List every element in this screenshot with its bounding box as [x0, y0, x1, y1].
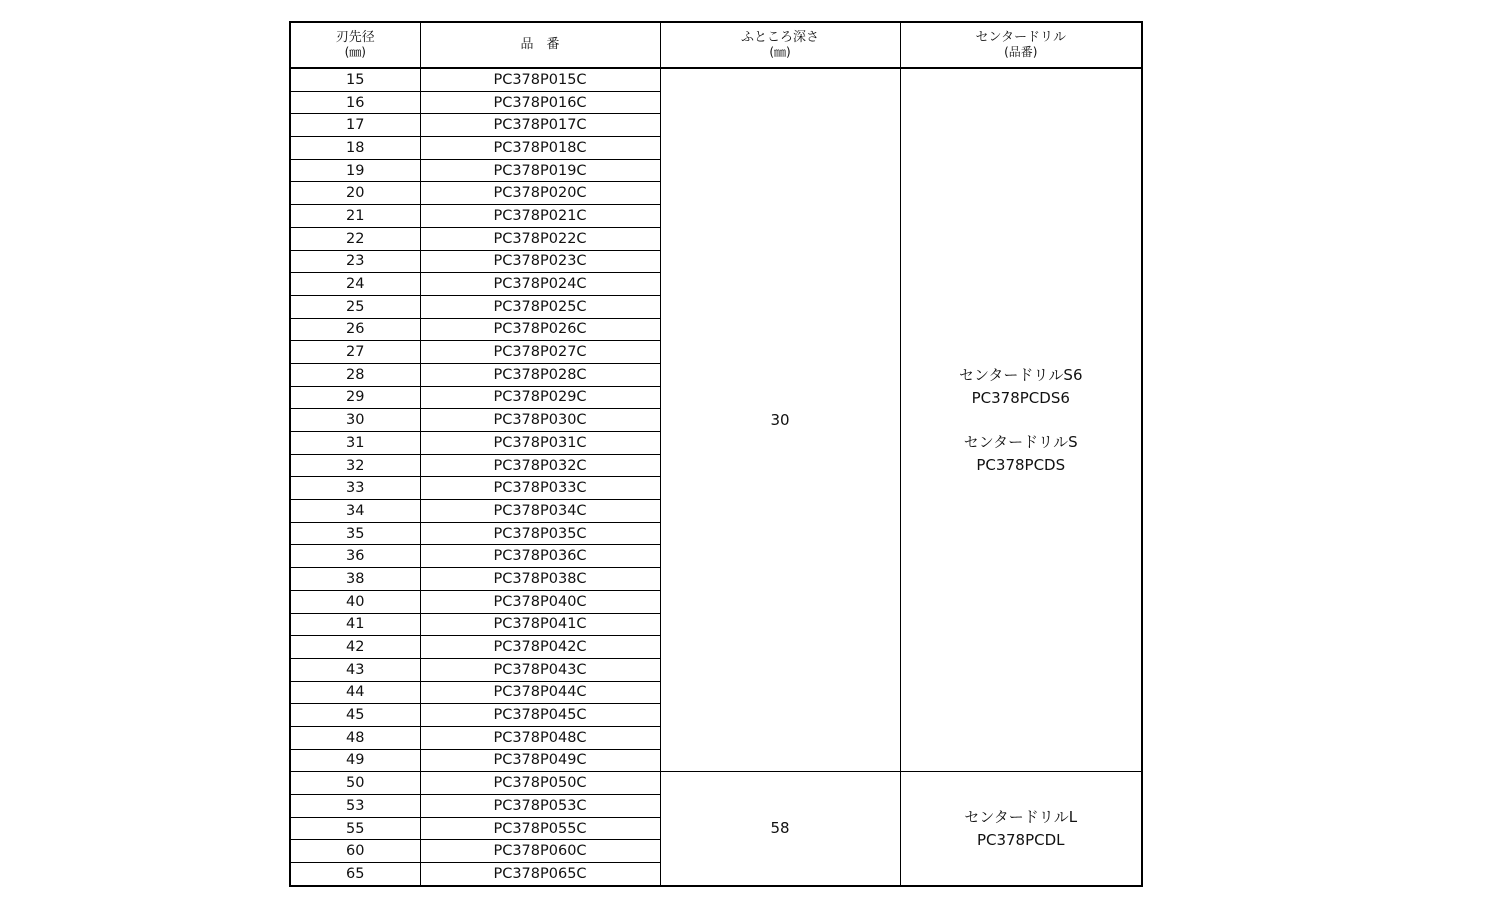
diameter-cell: 32: [290, 454, 420, 477]
part-number-cell: PC378P020C: [420, 182, 660, 205]
diameter-cell: 24: [290, 273, 420, 296]
part-number-cell: PC378P030C: [420, 409, 660, 432]
diameter-cell: 44: [290, 681, 420, 704]
header-center-drill-sub: (品番): [1004, 45, 1038, 59]
part-number-cell: PC378P036C: [420, 545, 660, 568]
part-number-cell: PC378P026C: [420, 318, 660, 341]
part-number-cell: PC378P033C: [420, 477, 660, 500]
part-number-cell: PC378P027C: [420, 341, 660, 364]
diameter-cell: 50: [290, 772, 420, 795]
diameter-cell: 16: [290, 91, 420, 114]
diameter-cell: 20: [290, 182, 420, 205]
diameter-cell: 45: [290, 704, 420, 727]
center-drill-name: センタードリルS: [963, 432, 1078, 451]
diameter-cell: 48: [290, 726, 420, 749]
diameter-cell: 17: [290, 114, 420, 137]
header-diameter-label: 刃先径: [335, 30, 375, 45]
part-number-cell: PC378P044C: [420, 681, 660, 704]
part-number-cell: PC378P060C: [420, 840, 660, 863]
center-drill-code: PC378PCDS6: [971, 388, 1070, 407]
part-number-cell: PC378P041C: [420, 613, 660, 636]
part-number-cell: PC378P028C: [420, 363, 660, 386]
center-drill-name: センタードリルL: [964, 807, 1078, 826]
part-number-cell: PC378P034C: [420, 500, 660, 523]
diameter-cell: 40: [290, 590, 420, 613]
diameter-cell: 65: [290, 863, 420, 886]
table-row: [290, 68, 1142, 91]
diameter-cell: 15: [290, 68, 420, 91]
part-number-cell: PC378P024C: [420, 273, 660, 296]
part-number-cell: PC378P022C: [420, 227, 660, 250]
header-part-number: [420, 22, 660, 68]
part-number-cell: PC378P023C: [420, 250, 660, 273]
part-number-cell: PC378P048C: [420, 726, 660, 749]
part-number-cell: PC378P035C: [420, 522, 660, 545]
part-number-cell: PC378P055C: [420, 817, 660, 840]
diameter-cell: 49: [290, 749, 420, 772]
depth-cell: 58: [660, 772, 900, 886]
diameter-cell: 60: [290, 840, 420, 863]
diameter-cell: 53: [290, 795, 420, 818]
diameter-cell: 21: [290, 205, 420, 228]
center-drill-cell: [900, 772, 1142, 886]
header-row: [290, 22, 1142, 68]
header-depth-unit: (㎜): [769, 45, 791, 59]
diameter-cell: 29: [290, 386, 420, 409]
diameter-cell: 33: [290, 477, 420, 500]
part-number-cell: PC378P016C: [420, 91, 660, 114]
part-number-cell: PC378P050C: [420, 772, 660, 795]
center-drill-cell: [900, 68, 1142, 772]
part-number-cell: PC378P038C: [420, 568, 660, 591]
diameter-cell: 35: [290, 522, 420, 545]
diameter-cell: 22: [290, 227, 420, 250]
diameter-cell: 42: [290, 636, 420, 659]
diameter-cell: 41: [290, 613, 420, 636]
table-body: [290, 68, 1142, 886]
depth-cell: 30: [660, 68, 900, 772]
part-number-cell: PC378P019C: [420, 159, 660, 182]
part-number-cell: PC378P043C: [420, 658, 660, 681]
part-number-cell: PC378P029C: [420, 386, 660, 409]
spacer: [901, 410, 1142, 431]
part-number-cell: PC378P025C: [420, 295, 660, 318]
part-number-cell: PC378P032C: [420, 454, 660, 477]
header-center-drill-label: センタードリル: [975, 30, 1066, 45]
center-drill-code: PC378PCDL: [976, 830, 1065, 849]
diameter-cell: 18: [290, 137, 420, 160]
diameter-cell: 36: [290, 545, 420, 568]
part-number-cell: PC378P015C: [420, 68, 660, 91]
diameter-cell: 43: [290, 658, 420, 681]
center-drill-code: PC378PCDS: [976, 455, 1066, 474]
diameter-cell: 23: [290, 250, 420, 273]
part-number-cell: PC378P018C: [420, 137, 660, 160]
diameter-cell: 27: [290, 341, 420, 364]
diameter-cell: 55: [290, 817, 420, 840]
diameter-cell: 31: [290, 432, 420, 455]
part-number-cell: PC378P040C: [420, 590, 660, 613]
part-number-cell: PC378P053C: [420, 795, 660, 818]
part-number-cell: PC378P021C: [420, 205, 660, 228]
spec-table: [289, 21, 1143, 887]
diameter-cell: 28: [290, 363, 420, 386]
header-diameter-unit: (㎜): [344, 45, 366, 59]
part-number-cell: PC378P065C: [420, 863, 660, 886]
diameter-cell: 19: [290, 159, 420, 182]
part-number-cell: PC378P042C: [420, 636, 660, 659]
part-number-cell: PC378P045C: [420, 704, 660, 727]
header-diameter: [290, 22, 420, 68]
header-depth: [660, 22, 900, 68]
header-depth-label: ふところ深さ: [740, 30, 819, 45]
part-number-cell: PC378P031C: [420, 432, 660, 455]
diameter-cell: 26: [290, 318, 420, 341]
part-number-cell: PC378P017C: [420, 114, 660, 137]
diameter-cell: 34: [290, 500, 420, 523]
table-row: [290, 772, 1142, 795]
part-number-cell: PC378P049C: [420, 749, 660, 772]
header-center-drill: [900, 22, 1142, 68]
diameter-cell: 25: [290, 295, 420, 318]
diameter-cell: 30: [290, 409, 420, 432]
center-drill-name: センタードリルS6: [959, 365, 1083, 384]
header-part-number-label: 品 番: [520, 37, 560, 52]
diameter-cell: 38: [290, 568, 420, 591]
